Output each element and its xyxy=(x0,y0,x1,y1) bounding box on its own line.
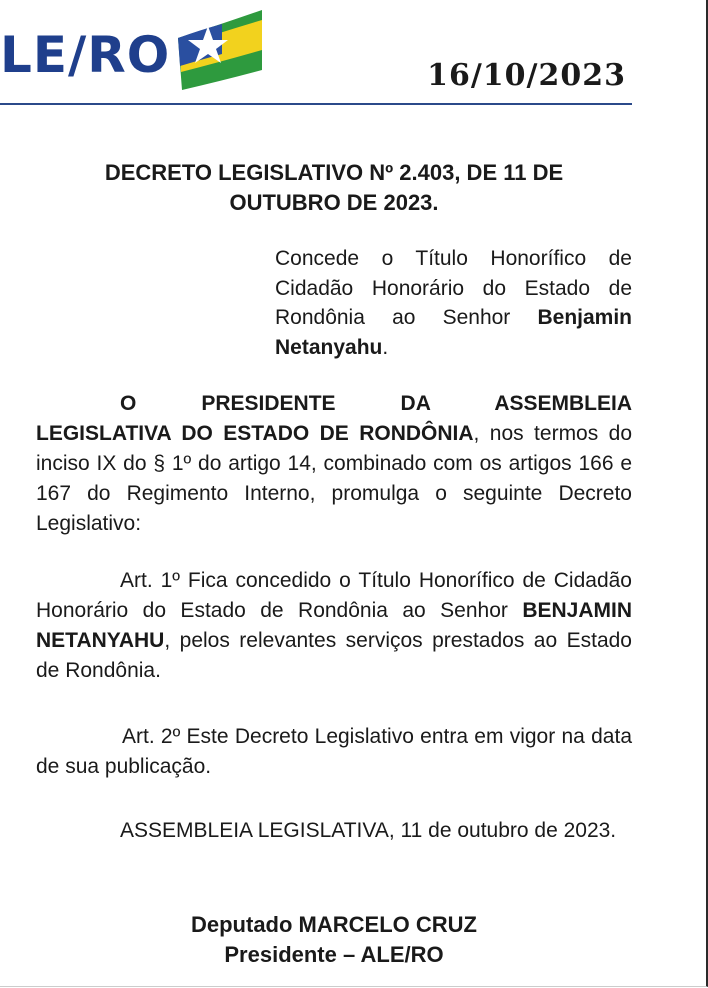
decree-title-line-2: OUTUBRO DE 2023. xyxy=(229,190,439,215)
ementa-honoree-name: Benjamin Netanyahu xyxy=(275,306,632,359)
decree-title-line-1: DECRETO LEGISLATIVO Nº 2.403, DE 11 DE xyxy=(104,160,564,185)
intro-paragraph xyxy=(36,389,632,539)
signature-block xyxy=(36,910,632,970)
intro-president-title: O PRESIDENTE DA ASSEMBLEIA xyxy=(120,392,632,415)
article-1-rest: , pelos relevantes serviços prestados ao Estado de Rondônia. xyxy=(36,629,632,682)
place-and-date: ASSEMBLEIA LEGISLATIVA, 11 de outubro de 2023. xyxy=(120,819,617,842)
intro-assembly-name: LEGISLATIVA DO ESTADO DE RONDÔNIA xyxy=(36,422,474,445)
article-1-text: Art. 1º Fica concedido o Título Honorífico de Cidadão Honorário do Estado de Rondônia ao Senhor xyxy=(36,569,632,622)
decree-title xyxy=(36,158,632,218)
article-2: Art. 2º Este Decreto Legislativo entra em vigor na data de sua publicação. xyxy=(36,725,632,778)
logo-text: LE/RO xyxy=(0,26,171,84)
ementa-text: Concede o Título Honorífico de Cidadão Honorário do Estado de Rondônia ao Senhor xyxy=(275,247,632,329)
article-1 xyxy=(36,566,632,686)
signatory-role: Presidente – ALE/RO xyxy=(224,942,444,967)
rondonia-flag-icon xyxy=(170,8,266,97)
header-date: 16/10/2023 xyxy=(427,58,626,93)
ementa xyxy=(275,244,632,362)
intro-text: , nos termos do inciso IX do § 1º do artigo 14, combinado com os artigos 166 e 167 do Regimento Interno, promulga o seguinte Decreto Legislativo: xyxy=(36,422,633,535)
header-divider xyxy=(0,103,632,105)
article-1-honoree-name: BENJAMIN NETANYAHU xyxy=(36,599,632,652)
ementa-end: . xyxy=(382,335,389,359)
signatory-name: Deputado MARCELO CRUZ xyxy=(191,912,477,937)
